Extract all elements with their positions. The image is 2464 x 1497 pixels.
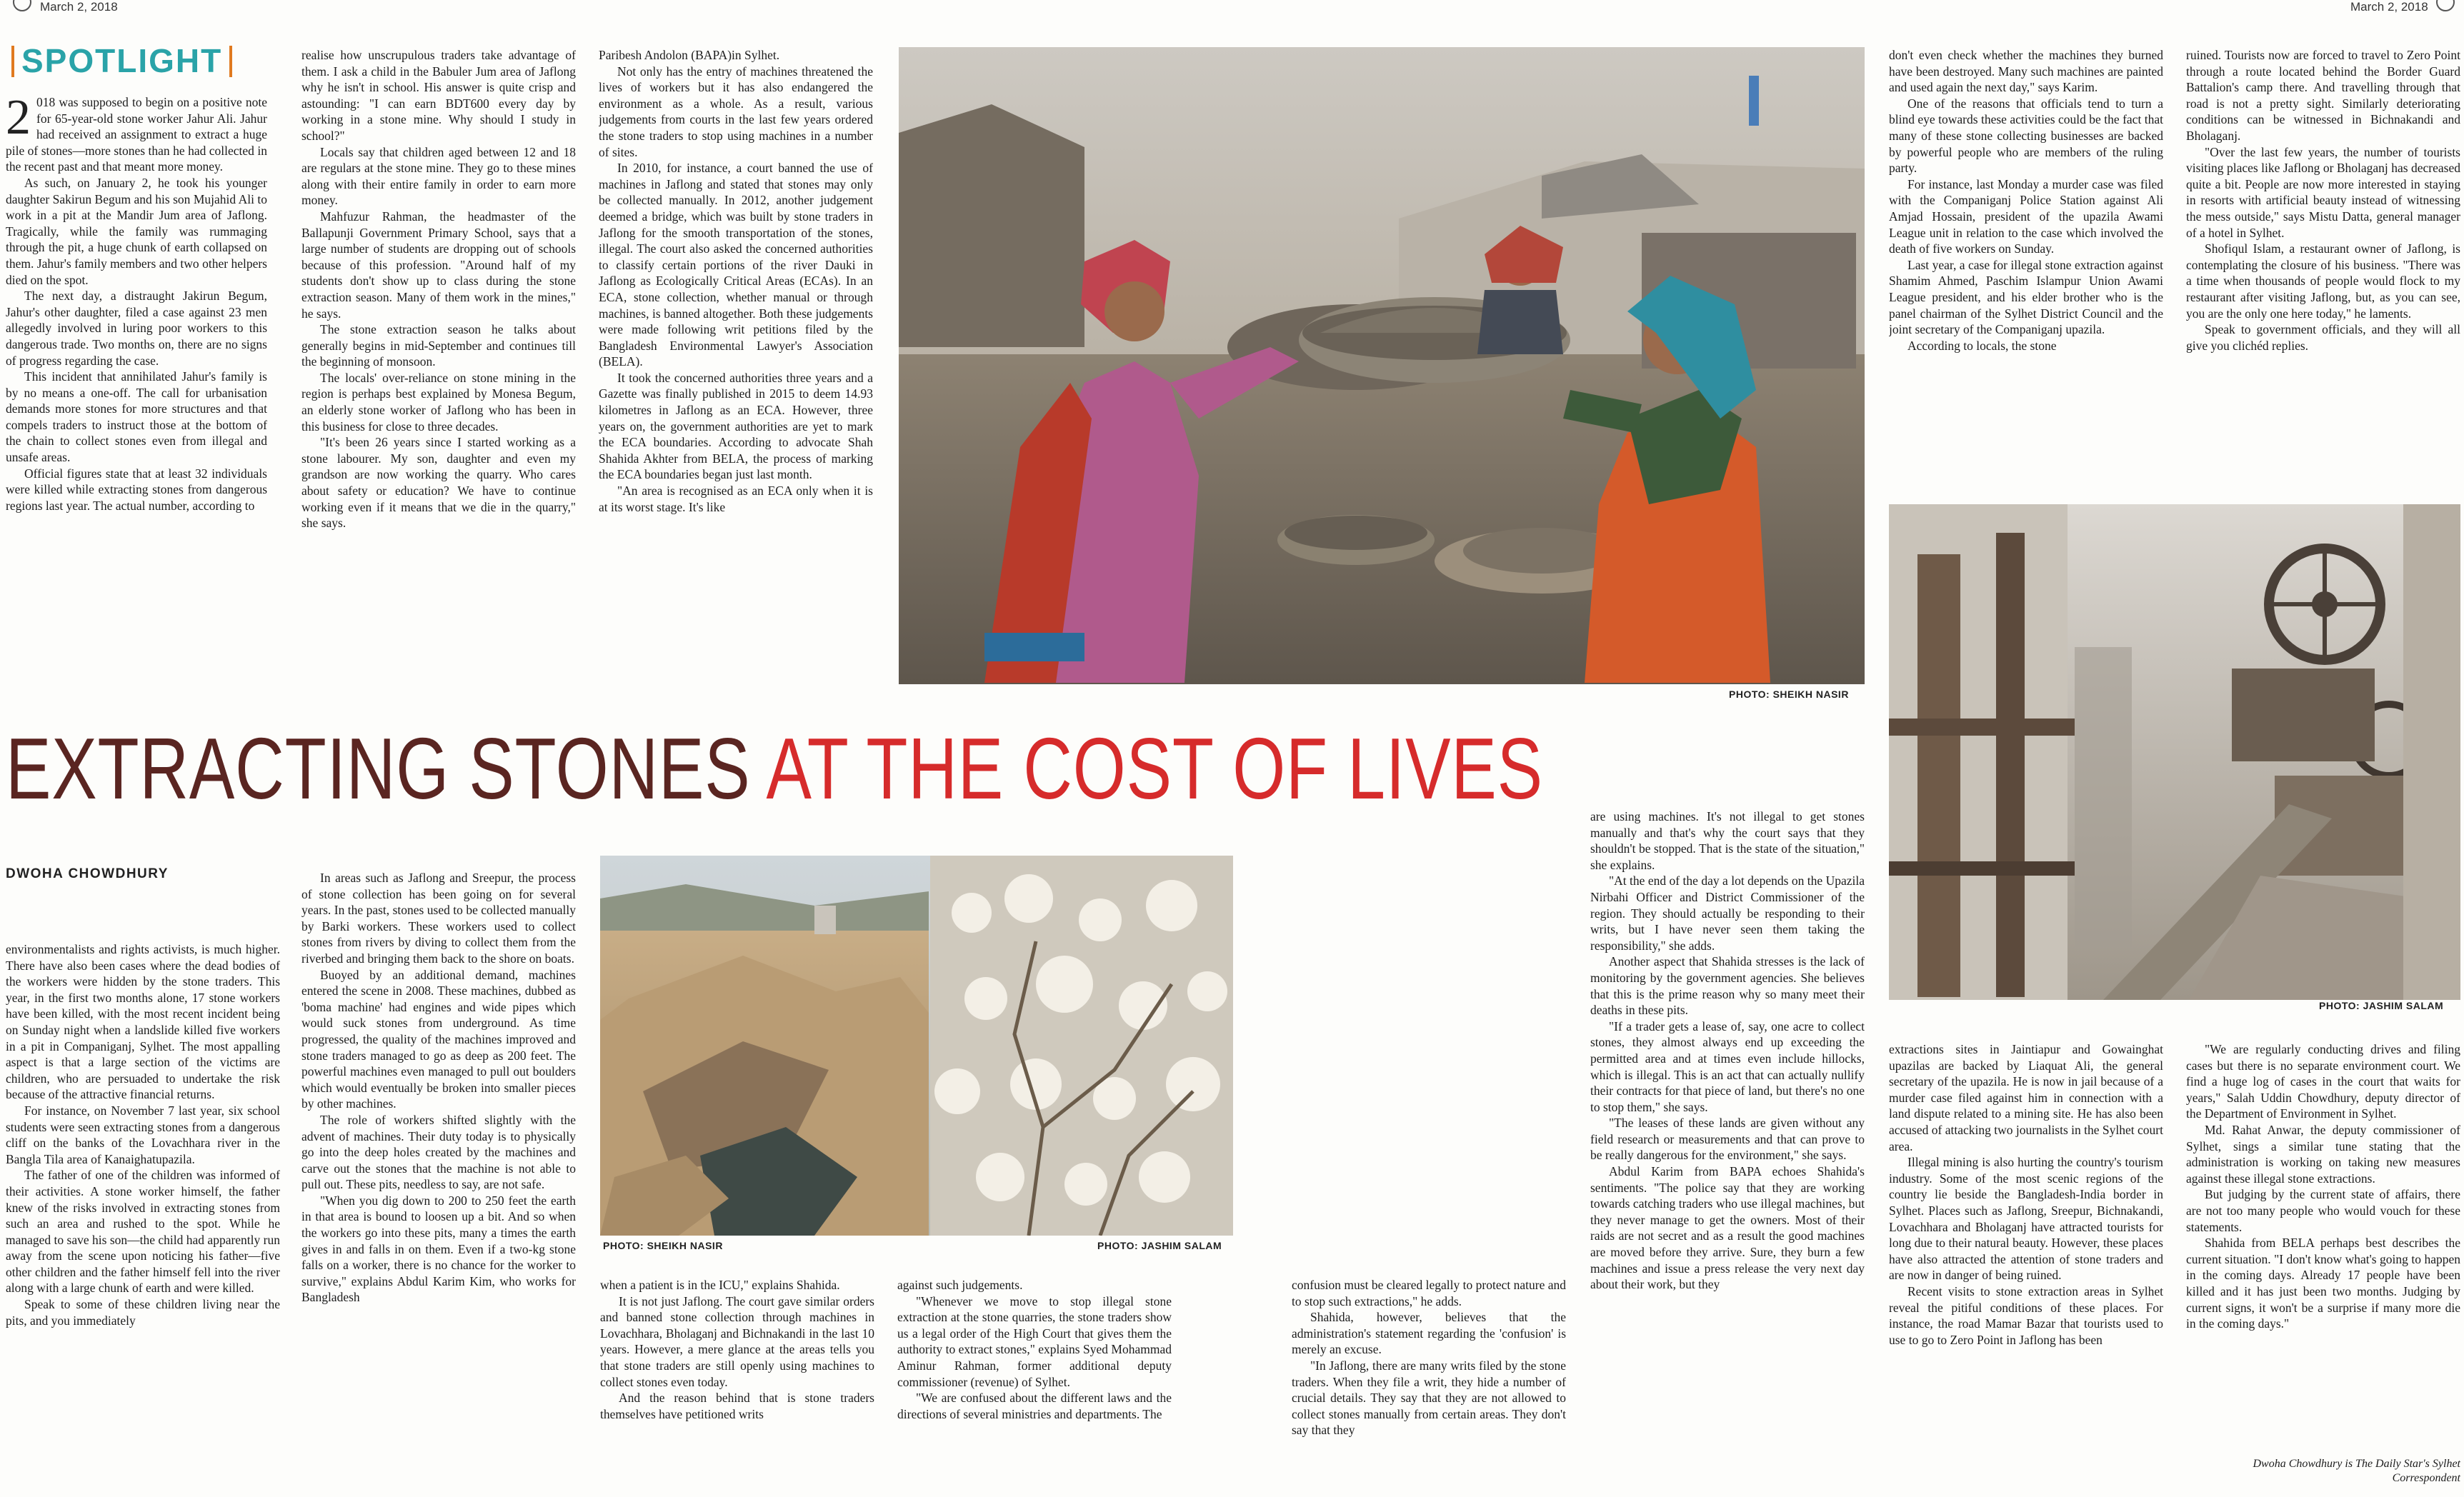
section-label — [4, 41, 239, 81]
paragraph: Speak to some of these children living near the pits, and you immediately — [6, 1297, 280, 1328]
paragraph: "Over the last few years, the number of tourists visiting places like Jaflong or Bholaganj has decreased quite a bit. People are now more interested in staying in resorts with artificial beauty instead of witnessing the mess outside," says Mistu Datta, general manager of a hotel in Sylhet. — [2186, 144, 2460, 240]
column-7 — [1889, 47, 2163, 479]
paragraph: According to locals, the stone — [1907, 338, 2057, 353]
photo-quarry-landscape — [600, 856, 1233, 1236]
paragraph: "If a trader gets a lease of, say, one acre to collect stones, they almost always end up exceeding the permitted area and at times even include hillocks, which is illegal. This is an act that can actually nullify their contracts for that piece of land, but there's no one to stop them," she says. — [1590, 1018, 1865, 1114]
paragraph: As such, on January 2, he took his younger daughter Sakirun Begum and his son Mujahid Ali to work in a pit at the Mandir Jum area of Jaflong. Tragically, while the family was rummaging through the pit, a huge chunk of earth collapsed on them. Jahur's family members and two other helpers died on the spot. — [6, 175, 267, 287]
column-1 — [6, 94, 267, 701]
paragraph: confusion must be cleared legally to protect nature and to stop such extractions," he adds. — [1292, 1278, 1566, 1308]
photo-women-stone-workers — [899, 47, 1865, 684]
paragraph: environmentalists and rights activists, is much higher. There have also been cases where the dead bodies of the workers were hidden by the stone traders. This year, in the first two months alone, 17 stone workers have been killed, with the most recent incident being on Sunday night when a landslide killed five workers in a pit in Companiganj, Sylhet. The most appalling aspect is that a large section of the victims are children, who are persuaded to undertake the risk because of the attractive financial returns. — [6, 942, 280, 1102]
paragraph: Last year, a case for illegal stone extraction against Shamim Ahmed, Paschim Islampur Union Awami League president, and his elder brother who is the panel chairman of the Sylhet District Council and the joint secretary of the Companiganj upazila. — [1889, 257, 2163, 337]
page-corner-mark — [13, 0, 31, 11]
paragraph: Mahfuzur Rahman, the headmaster of the Ballapunji Government Primary School, says that a large number of students are dropping out of schools because of this profession. "Around half of my students don't show up to class during the stone extraction season. Many of them work in the mines," he says. — [301, 209, 576, 321]
paragraph: Recent visits to stone extraction areas in Sylhet reveal the pitiful conditions of these places. For instance, the road Mamar Bazar that tourists used to use to go to Zero Point in Jaflong has been — [1889, 1283, 2163, 1347]
signature-line: Dwoha Chowdhury is The Daily Star's Sylhet — [2253, 1458, 2460, 1470]
column-b4 — [897, 1277, 1172, 1497]
paragraph: In areas such as Jaflong and Sreepur, the process of stone collection has been going on for several years. In the past, stones used to be collected manually by Barki workers. These workers used to collect stones from rivers by diving to collect them from the riverbed and bringing them back to the shore on boats. — [301, 871, 576, 966]
paragraph: "It's been 26 years since I started working as a stone labourer. My son, daughter and even my grandson are now working the quarry. Who cares about safety or education? We have to continue working even if it means that we die in the quarry," she says. — [301, 435, 576, 531]
paragraph: Another aspect that Shahida stresses is the lack of monitoring by the government agencies. She believes that this is the prime reason why so many meet their deaths in these pits. — [1590, 954, 1865, 1018]
paragraph: But judging by the current state of affairs, there are not too many people who would vouch for these statements. — [2186, 1187, 2460, 1234]
column-b2 — [301, 870, 576, 1497]
paragraph: Official figures state that at least 32 individuals were killed while extracting stones from dangerous regions last year. The actual number, according to — [6, 466, 267, 513]
photo-credit: PHOTO: JASHIM SALAM — [2319, 1000, 2444, 1011]
paragraph: "We are confused about the different laws and the directions of several ministries and departments. The — [897, 1391, 1172, 1421]
header-date-right: March 2, 2018 — [2350, 0, 2428, 14]
headline-part-1: EXTRACTING STONES — [6, 720, 767, 817]
photo-stone-crusher-machines — [1889, 504, 2460, 1000]
paragraph: Md. Rahat Anwar, the deputy commissioner of Sylhet, sings a similar tune stating that the administration is working on taking new measures against these illegal stone extractions. — [2186, 1122, 2460, 1186]
paragraph: Shofiqul Islam, a restaurant owner of Jaflong, is contemplating the closure of his business. "There was a time when thousands of people would flock to my restaurant after visiting Jaflong, but, as you can see, you are the only one here today," he laments. — [2186, 241, 2460, 321]
section-bar — [229, 46, 232, 77]
page-corner-mark — [2436, 0, 2455, 11]
drop-cap: 2 — [6, 94, 31, 145]
paragraph: Buoyed by an additional demand, machines entered the scene in 2008. These machines, dubbed as 'boma machine' had engines and wide pipes which would suck stones from underground. As time progressed, the quality of the machines improved and stone traders managed to go as deep as 200 feet. The powerful machines even managed to pull out boulders which would eventually be broken into smaller pieces by other machines. — [301, 967, 576, 1111]
column-3 — [599, 47, 873, 701]
headline-part-2: AT THE COST OF LIVES — [766, 720, 1543, 817]
paragraph: don't even check whether the machines they burned have been destroyed. Many such machines are painted and used again the next day," says Karim. — [1889, 48, 2163, 95]
photo-credit: PHOTO: JASHIM SALAM — [1097, 1240, 1222, 1251]
byline: DWOHA CHOWDHURY — [6, 866, 169, 881]
paragraph: And the reason behind that is stone traders themselves have petitioned writs — [600, 1391, 874, 1421]
section-bar — [11, 46, 14, 77]
paragraph: For instance, last Monday a murder case was filed with the Companiganj Police Station against Ali Amjad Hossain, president of the upazila Awami League unit in relation to the case which involved the death of five workers on Sunday. — [1889, 176, 2163, 256]
paragraph: It took the concerned authorities three years and a Gazette was finally published in 2015 to deem 14.93 kilometres in Jaflong as an ECA. However, three years on, the government authorities are yet to mark the ECA boundaries. According to advocate Shah Shahida Akhter from BELA, the process of marking the ECA boundaries began just last month. — [599, 370, 873, 482]
author-signature — [2186, 1457, 2460, 1486]
section-label-text: SPOTLIGHT — [21, 42, 223, 79]
column-b7 — [1889, 1041, 2163, 1497]
column-b1 — [6, 941, 280, 1497]
paragraph: extractions sites in Jaintiapur and Gowainghat upazilas are backed by Liaquat Ali, the general secretary of the upazila. He is now in jail because of a murder case filed against him in connection with a land dispute related to a mining site. He has also been accused of attacking two journalists in the Sylhet court area. — [1889, 1042, 2163, 1153]
paragraph: Abdul Karim from BAPA echoes Shahida's sentiments. "The police say that they are working towards catching traders who use illegal machines, but they never manage to get the owners. Most of their raids are not secret and as a result the good machines are moved before they arrive. Sure, they burn a few machines and issue a press release the very next day about their work, but they — [1590, 1164, 1865, 1292]
paragraph: against such judgements. — [897, 1278, 1023, 1292]
article-headline — [6, 720, 1543, 817]
column-2 — [301, 47, 576, 701]
column-b8 — [2186, 1041, 2460, 1454]
paragraph: realise how unscrupulous traders take advantage of them. I ask a child in the Babuler Jum area of Jaflong why he isn't in school. His answer is quite crisp and astounding: "I can earn BDT600 every day by working in a stone mine. Why should I study in school?" — [301, 48, 576, 143]
paragraph: The father of one of the children was informed of their activities. A stone worker himself, the father knew of the risks involved in extracting stones from such an area and rushed to the spot. While he managed to save his son—the child had apparently run away from the scene upon noticing his father—five other children and the father himself fell into the river along with a large chunk of earth and were killed. — [6, 1168, 280, 1296]
paragraph: The locals' over-reliance on stone mining in the region is perhaps best explained by Monesa Begum, an elderly stone worker of Jaflong who has been in this business for close to three decades. — [301, 370, 576, 434]
paragraph: "At the end of the day a lot depends on the Upazila Nirbahi Officer and District Commissioner of the region. They should actually be responding to their writs, but I have never seen them taking the responsibility," she adds. — [1590, 873, 1865, 953]
paragraph: One of the reasons that officials tend to turn a blind eye towards these activities could be the fact that many of these stone collecting businesses are backed by powerful people who are members of the ruling party. — [1889, 96, 2163, 176]
paragraph: Illegal mining is also hurting the country's tourism industry. Some of the most scenic regions of the country lie beside the Bangladesh-India border in Sylhet. Places such as Jaflong, Sreepur, Bichnakandi, Lovachhara and Bholaganj have attracted tourists for long due to their natural beauty. However, these places have also attracted the attention of stone traders and are now in danger of being ruined. — [1889, 1155, 2163, 1283]
column-b6 — [1590, 808, 1865, 1497]
paragraph: Speak to government officials, and they will all give you clichéd replies. — [2186, 322, 2460, 353]
column-b3 — [600, 1277, 874, 1497]
paragraph: Locals say that children aged between 12 and 18 are regulars at the stone mine. They go to these mines along with their entire family in order to earn more money. — [301, 144, 576, 208]
photo-credit: PHOTO: SHEIKH NASIR — [603, 1240, 723, 1251]
paragraph: are using machines. It's not illegal to get stones manually and that's why the court says that they shouldn't be stopped. That is the state of the situation," she explains. — [1590, 809, 1865, 872]
paragraph: "The leases of these lands are given without any field research or measurements and that can prove to be really dangerous for the environment," she says. — [1590, 1116, 1865, 1163]
paragraph: The next day, a distraught Jakirun Begum, Jahur's other daughter, filed a case against 23 men allegedly involved in luring poor workers to this dangerous trade. Two months on, there are no signs of progress regarding the case. — [6, 289, 267, 368]
signature-line: Correspondent — [2392, 1472, 2460, 1484]
column-b5 — [1292, 1277, 1566, 1497]
column-8 — [2186, 47, 2460, 479]
paragraph: "An area is recognised as an ECA only when it is at its worst stage. It's like — [599, 484, 873, 514]
paragraph: In 2010, for instance, a court banned the use of machines in Jaflong and stated that stones may only be collected manually. In 2012, another judgement deemed a bridge, which was built by stone traders in Jaflong for the smooth transportation of the stones, illegal. The court also asked the concerned authorities to classify certain portions of the river Dauki in Jaflong as Ecologically Critical Areas (ECAs). In an ECA, stone collection, whether manual or through machines, is banned altogether. Both these judgements were made following writ petitions filed by the Bangladesh Environmental Lawyer's Association (BELA). — [599, 161, 873, 369]
paragraph: For instance, on November 7 last year, six school students were seen extracting stones from a dangerous cliff on the banks of the Lovachhara river in the Bangla Tila area of Kanaighatupazila. — [6, 1103, 280, 1166]
paragraph: "When you dig down to 200 to 250 feet the earth in that area is bound to loosen up a bit. And so when the workers go into these pits, many a times the earth gives in and falls in on them. Even if a two-kg stone falls on a worker, there is no chance for the worker to survive," explains Abdul Karim Kim, who works for Bangladesh — [301, 1193, 576, 1305]
paragraph: "In Jaflong, there are many writs filed by the stone traders. When they file a writ, they hide a number of crucial details. They say that they are not allowed to collect stones manually from certain areas. They don't say that they — [1292, 1358, 1566, 1438]
lead-paragraph — [6, 94, 267, 175]
paragraph: Shahida, however, believes that the administration's statement regarding the 'confusion' is merely an excuse. — [1292, 1310, 1566, 1357]
lead-text: 018 was supposed to begin on a positive note for 65-year-old stone worker Jahur Ali. Jahur had received an assignment to extract a huge pile of stones—more stones than he had collected in the recent past and that meant more money. — [6, 95, 267, 174]
paragraph: "Whenever we move to stop illegal stone extraction at the stone quarries, the stone traders show us a legal order of the High Court that gives them the authority to extract stones," explains Syed Mohammad Aminur Rahman, former additional deputy commissioner (revenue) of Sylhet. — [897, 1293, 1172, 1389]
paragraph: ruined. Tourists now are forced to travel to Zero Point through a route located behind the Border Guard Battalion's camp there. And travelling through that road is not a pretty sight. Similarly deteriorating conditions can be witnessed in Bichnakandi and Bholaganj. — [2186, 48, 2460, 143]
paragraph: Paribesh Andolon (BAPA)in Sylhet. — [599, 48, 780, 62]
photo-credit: PHOTO: SHEIKH NASIR — [1729, 689, 1849, 700]
paragraph: Shahida from BELA perhaps best describes the current situation. "I don't know what's going to happen in the coming days. Already 17 people have been killed and it has just been two months. Judging by current signs, it won't be a surprise if many more die in the coming days." — [2186, 1236, 2460, 1331]
header-date-left: March 2, 2018 — [40, 0, 118, 14]
paragraph: This incident that annihilated Jahur's family is by no means a one-off. The call for urbanisation demands more stones for more structures and that compels traders to instruct those at the bottom of the chain to collect stones even from illegal and unsafe areas. — [6, 369, 267, 465]
paragraph: It is not just Jaflong. The court gave similar orders and banned stone collection through machines in Lovachhara, Bholaganj and Bichnakandi in the last 10 years. However, a mere glance at the areas tells you that stone traders are still openly using machines to collect stones even today. — [600, 1293, 874, 1389]
paragraph: The stone extraction season he talks about generally begins in mid-September and continues till the beginning of monsoon. — [301, 322, 576, 369]
paragraph: when a patient is in the ICU," explains Shahida. — [600, 1278, 840, 1292]
paragraph: "We are regularly conducting drives and filing cases but there is no separate environment court. We find a huge log of cases in the court that waits for years," Salah Uddin Chowdhury, deputy director of the Department of Environment in Sylhet. — [2186, 1042, 2460, 1121]
paragraph: Not only has the entry of machines threatened the lives of workers but it has also endangered the environment as a whole. As a result, various judgements from courts in the last few years ordered the stone traders to stop using machines in a number of sites. — [599, 64, 873, 159]
paragraph: The role of workers shifted slightly with the advent of machines. Their duty today is to physically go into the deep holes created by the machines and carve out the stones that the machine is not able to pull out. These pits, needless to say, are not safe. — [301, 1112, 576, 1192]
